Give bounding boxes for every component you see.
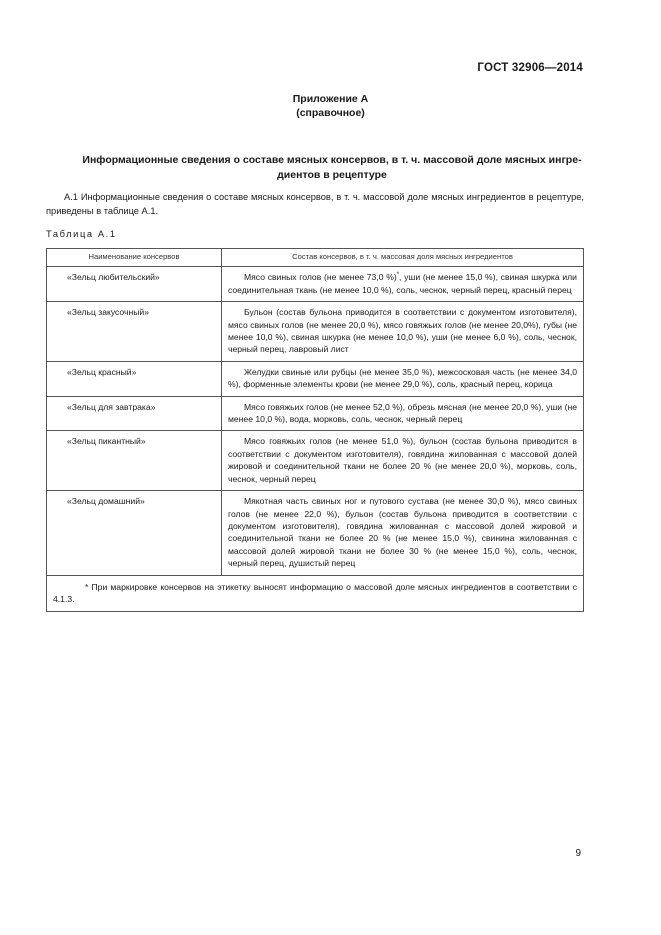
product-composition: Мякотная часть свиных ног и путового сустава (не менее 30,0 %), мясо свиных голов (не менее 22,0 %), бульон (состав бульона приводится в соответствии с документом изготовителя), говядина жилованная с массовой долей жировой и соединительной ткани не более 20 % (не менее 15,0 %), свинина жилованная с массовой долей жировой ткани не более 30 % (не менее 15,0 %), соль, чеснок, черный перец, душистый перец bbox=[222, 491, 584, 575]
page-number: 9 bbox=[575, 848, 581, 859]
product-name: «Зельц любительский» bbox=[47, 267, 222, 302]
composition-part: Мясо свиных голов (не менее 73,0 %) bbox=[244, 272, 397, 283]
section-title-line-2: диентов в рецептуре bbox=[277, 169, 387, 181]
table-caption: Таблица А.1 bbox=[46, 229, 117, 239]
table-row bbox=[47, 361, 584, 396]
table-footnote-row bbox=[47, 575, 584, 612]
composition-part: , уши (не менее 15,0 %), свиная шкурка или соединительная ткань (не менее 10,0 %), соль, чеснок, черный перец, красный перец bbox=[228, 272, 577, 295]
table-row bbox=[47, 302, 584, 362]
appendix-heading bbox=[0, 92, 661, 120]
table-row bbox=[47, 431, 584, 491]
table-row bbox=[47, 396, 584, 431]
product-composition: Бульон (состав бульона приводится в соответствии с документом изготовителя), мясо свиных голов (не менее 20,0 %), мясо говяжьих голов (не менее 20,0%), губы (не менее 10,0 %), свиная шкурка (не менее 10,0 %), уши (не менее 6,0 %), соль, чеснок, черный перец, лавровый лист bbox=[222, 302, 584, 362]
table-row bbox=[47, 491, 584, 575]
table-header-row bbox=[47, 249, 584, 267]
product-name: «Зельц пикантный» bbox=[47, 431, 222, 491]
header-product-name: Наименование консервов bbox=[47, 249, 222, 267]
intro-paragraph: А.1 Информационные сведения о составе мясных консервов, в т. ч. массовой доле мясных ингредиентов в рецептуре, приведены в таблице А.1. bbox=[46, 192, 584, 216]
header-composition: Состав консервов, в т. ч. массовая доля мясных ингредиентов bbox=[222, 249, 584, 267]
composition-table bbox=[46, 248, 584, 612]
footnote-mark: * bbox=[396, 272, 400, 279]
product-name: «Зельц домашний» bbox=[47, 491, 222, 575]
table-row bbox=[47, 267, 584, 302]
product-composition: Мясо говяжьих голов (не менее 51,0 %), бульон (состав бульона приводится в соответствии с документом изготовителя), говядина жилованная с массовой долей жировой и соединительной ткани не более 20 % (не менее 20,0 %), морковь, соль, чеснок, черный перец bbox=[222, 431, 584, 491]
product-name: «Зельц красный» bbox=[47, 361, 222, 396]
section-title-line-1: Информационные сведения о составе мясных консервов, в т. ч. массовой доле мясных ингре- bbox=[82, 154, 582, 166]
product-composition bbox=[222, 267, 584, 302]
appendix-subtitle: (справочное) bbox=[296, 107, 365, 119]
product-composition: Мясо говяжьих голов (не менее 52,0 %), обрезь мясная (не менее 20,0 %), уши (не менее 10,0 %), вода, морковь, соль, чеснок, черный перец bbox=[222, 396, 584, 431]
table-footnote: * При маркировке консервов на этикетку выносят информацию о массовой доле мясных ингредиентов в соответствии с 4.1.3. bbox=[47, 575, 584, 612]
document-code: ГОСТ 32906—2014 bbox=[477, 62, 583, 74]
product-name: «Зельц для завтрака» bbox=[47, 396, 222, 431]
section-title bbox=[46, 153, 618, 183]
product-name: «Зельц закусочный» bbox=[47, 302, 222, 362]
product-composition: Желудки свиные или рубцы (не менее 35,0 %), межсосковая часть (не менее 34,0 %), форменные элементы крови (не менее 29,0 %), соль, красный перец, корица bbox=[222, 361, 584, 396]
appendix-title: Приложение А bbox=[292, 93, 369, 105]
